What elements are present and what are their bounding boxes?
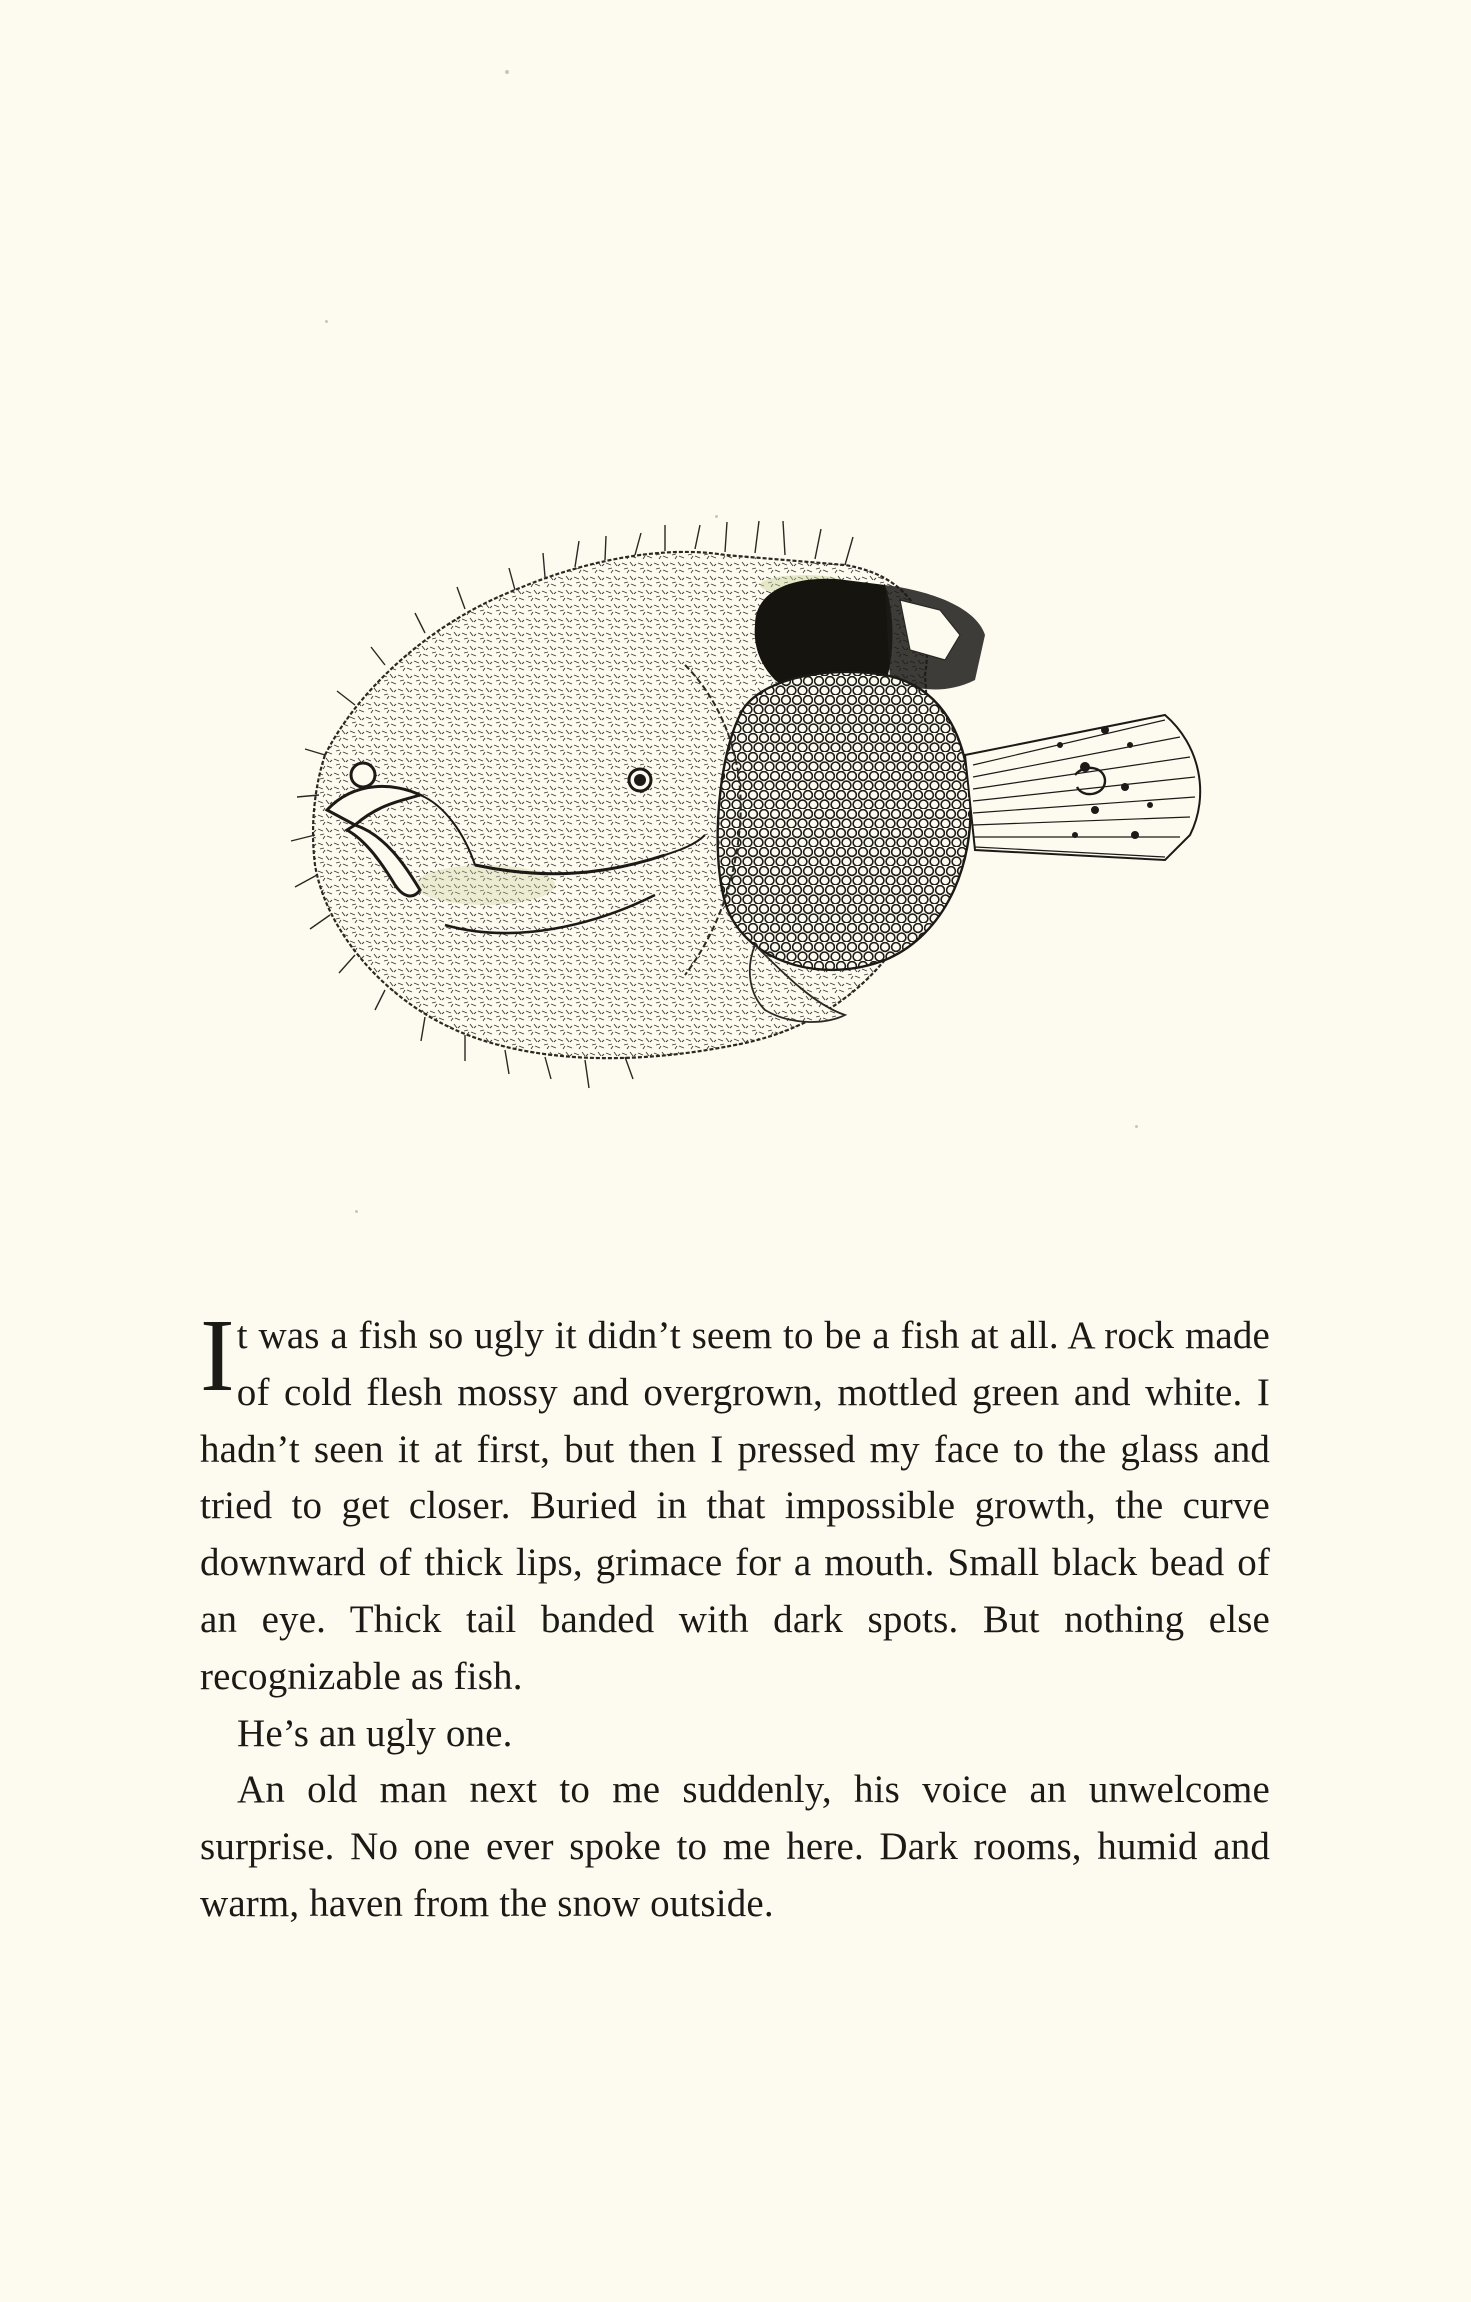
- body-text: [200, 1298, 1270, 1933]
- paper-speck: [325, 320, 328, 323]
- paragraph-1-text: t was a fish so ugly it didn’t seem to be a fish at all. A rock made of cold flesh mossy and overgrown, mottled green and white. I hadn’t seen it at first, but then I pressed my face to the glass and tried to get closer. Buried in that impossible growth, the curve downward of thick lips, grimace for a mouth. Small black bead of an eye. Thick tail banded with dark spots. But nothing else recognizable as fish.: [200, 1314, 1270, 1698]
- dropcap: I: [200, 1298, 235, 1413]
- paragraph-1: [200, 1298, 1270, 1706]
- ugly-fish-illustration-icon: [285, 505, 1235, 1155]
- paper-speck: [355, 1210, 358, 1213]
- paper-speck: [505, 70, 509, 74]
- fish-illustration: [285, 505, 1235, 1155]
- paragraph-3: An old man next to me suddenly, his voice an unwelcome surprise. No one ever spoke to me here. Dark rooms, humid and warm, haven from the snow outside.: [200, 1768, 1270, 1925]
- paragraph-2: He’s an ugly one.: [237, 1711, 513, 1755]
